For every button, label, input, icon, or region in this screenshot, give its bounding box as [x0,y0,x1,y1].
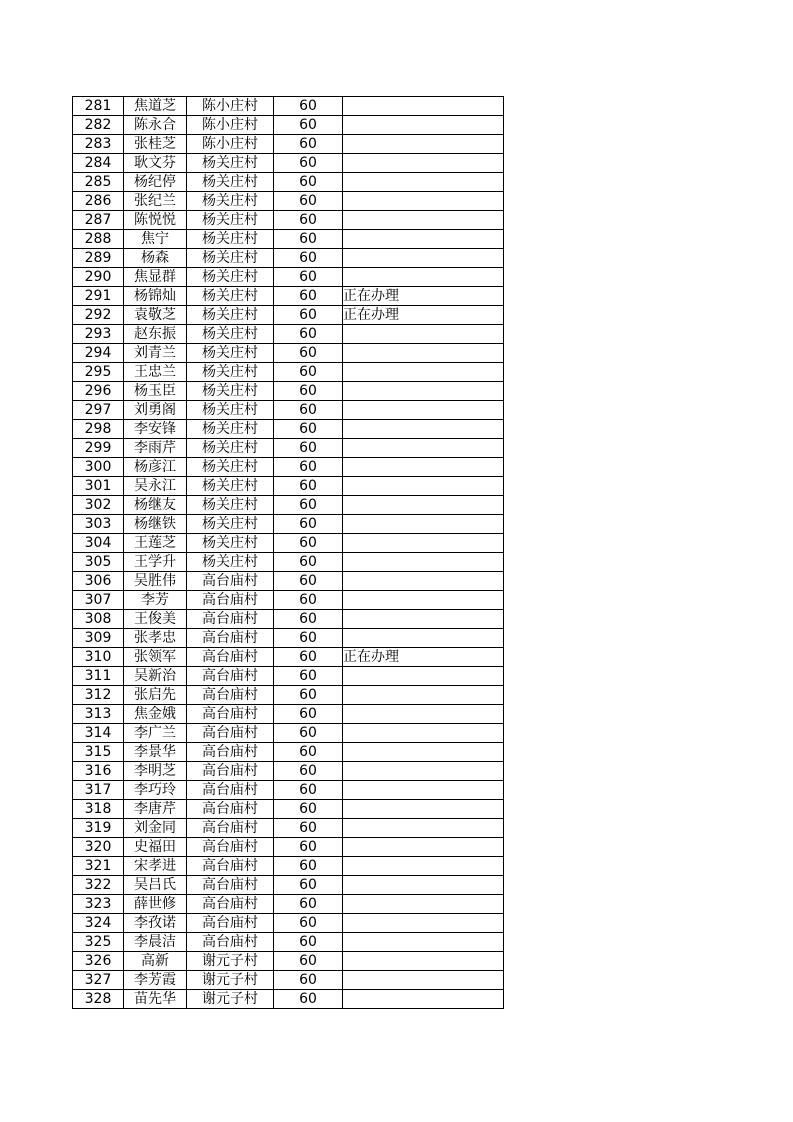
amount-cell: 60 [274,439,343,458]
row-number-cell: 307 [73,591,124,610]
table-row [73,534,504,553]
table-row [73,914,504,933]
amount-cell: 60 [274,154,343,173]
table-row [73,116,504,135]
row-number-cell: 312 [73,686,124,705]
amount-cell: 60 [274,382,343,401]
table-row [73,173,504,192]
person-name-cell: 宋孝进 [124,857,187,876]
amount-cell: 60 [274,268,343,287]
table-row [73,781,504,800]
person-name-cell: 李安锋 [124,420,187,439]
village-cell: 高台庙村 [187,572,274,591]
person-name-cell: 薛世修 [124,895,187,914]
table-row [73,477,504,496]
note-cell [343,116,504,135]
village-cell: 高台庙村 [187,933,274,952]
person-name-cell: 苗先华 [124,990,187,1009]
row-number-cell: 285 [73,173,124,192]
person-name-cell: 刘青兰 [124,344,187,363]
note-cell [343,249,504,268]
amount-cell: 60 [274,135,343,154]
note-cell [343,211,504,230]
person-name-cell: 杨玉臣 [124,382,187,401]
table-row [73,496,504,515]
row-number-cell: 299 [73,439,124,458]
table-row [73,439,504,458]
village-cell: 高台庙村 [187,876,274,895]
row-number-cell: 294 [73,344,124,363]
amount-cell: 60 [274,211,343,230]
village-cell: 杨关庄村 [187,211,274,230]
village-cell: 杨关庄村 [187,401,274,420]
note-cell [343,629,504,648]
person-name-cell: 杨纪停 [124,173,187,192]
person-name-cell: 李雨芹 [124,439,187,458]
row-number-cell: 327 [73,971,124,990]
village-cell: 高台庙村 [187,838,274,857]
amount-cell: 60 [274,458,343,477]
row-number-cell: 301 [73,477,124,496]
village-cell: 杨关庄村 [187,420,274,439]
note-cell [343,268,504,287]
village-cell: 高台庙村 [187,705,274,724]
note-cell [343,192,504,211]
row-number-cell: 315 [73,743,124,762]
village-cell: 谢元子村 [187,952,274,971]
table-row [73,553,504,572]
note-cell [343,534,504,553]
row-number-cell: 293 [73,325,124,344]
table-row [73,610,504,629]
village-cell: 杨关庄村 [187,344,274,363]
note-cell [343,952,504,971]
person-name-cell: 刘勇阁 [124,401,187,420]
note-cell [343,876,504,895]
row-number-cell: 319 [73,819,124,838]
village-cell: 高台庙村 [187,743,274,762]
village-cell: 谢元子村 [187,990,274,1009]
row-number-cell: 286 [73,192,124,211]
table-row [73,876,504,895]
table-row [73,420,504,439]
amount-cell: 60 [274,952,343,971]
table-row [73,135,504,154]
note-cell [343,857,504,876]
amount-cell: 60 [274,287,343,306]
table-row [73,363,504,382]
village-cell: 陈小庄村 [187,116,274,135]
note-cell [343,439,504,458]
amount-cell: 60 [274,762,343,781]
amount-cell: 60 [274,857,343,876]
note-cell: 正在办理 [343,287,504,306]
table-row [73,306,504,325]
note-cell [343,553,504,572]
village-cell: 陈小庄村 [187,97,274,116]
row-number-cell: 295 [73,363,124,382]
person-name-cell: 刘金同 [124,819,187,838]
note-cell [343,914,504,933]
village-cell: 杨关庄村 [187,496,274,515]
note-cell [343,800,504,819]
amount-cell: 60 [274,800,343,819]
village-cell: 杨关庄村 [187,439,274,458]
table-row [73,952,504,971]
table-row [73,819,504,838]
person-name-cell: 焦道芝 [124,97,187,116]
person-name-cell: 张启先 [124,686,187,705]
row-number-cell: 282 [73,116,124,135]
table-row [73,857,504,876]
person-name-cell: 陈永合 [124,116,187,135]
note-cell [343,135,504,154]
person-name-cell: 杨锦灿 [124,287,187,306]
amount-cell: 60 [274,477,343,496]
note-cell [343,971,504,990]
person-name-cell: 张孝忠 [124,629,187,648]
table-row [73,572,504,591]
person-name-cell: 吴胜伟 [124,572,187,591]
village-cell: 杨关庄村 [187,173,274,192]
row-number-cell: 291 [73,287,124,306]
note-cell [343,401,504,420]
table-row [73,971,504,990]
note-cell [343,363,504,382]
person-name-cell: 焦金娥 [124,705,187,724]
note-cell: 正在办理 [343,306,504,325]
row-number-cell: 308 [73,610,124,629]
amount-cell: 60 [274,724,343,743]
village-cell: 杨关庄村 [187,553,274,572]
person-name-cell: 吴新治 [124,667,187,686]
table-row [73,458,504,477]
amount-cell: 60 [274,838,343,857]
person-name-cell: 李明芝 [124,762,187,781]
table-row [73,838,504,857]
row-number-cell: 309 [73,629,124,648]
amount-cell: 60 [274,363,343,382]
amount-cell: 60 [274,515,343,534]
village-cell: 杨关庄村 [187,306,274,325]
row-number-cell: 283 [73,135,124,154]
note-cell [343,781,504,800]
village-cell: 高台庙村 [187,610,274,629]
table-row [73,686,504,705]
village-cell: 高台庙村 [187,819,274,838]
row-number-cell: 298 [73,420,124,439]
note-cell [343,705,504,724]
table-row [73,287,504,306]
note-cell [343,591,504,610]
person-name-cell: 耿文芬 [124,154,187,173]
row-number-cell: 326 [73,952,124,971]
table-row [73,629,504,648]
note-cell [343,933,504,952]
roster-table-body [73,97,504,1009]
row-number-cell: 322 [73,876,124,895]
village-cell: 杨关庄村 [187,192,274,211]
village-cell: 杨关庄村 [187,515,274,534]
amount-cell: 60 [274,648,343,667]
row-number-cell: 297 [73,401,124,420]
amount-cell: 60 [274,781,343,800]
person-name-cell: 李唐芹 [124,800,187,819]
row-number-cell: 314 [73,724,124,743]
note-cell [343,477,504,496]
note-cell [343,496,504,515]
person-name-cell: 李景华 [124,743,187,762]
table-row [73,667,504,686]
amount-cell: 60 [274,819,343,838]
person-name-cell: 史福田 [124,838,187,857]
village-cell: 高台庙村 [187,648,274,667]
note-cell [343,515,504,534]
note-cell: 正在办理 [343,648,504,667]
roster-table [72,96,504,1009]
village-cell: 杨关庄村 [187,458,274,477]
table-row [73,705,504,724]
village-cell: 杨关庄村 [187,363,274,382]
table-row [73,648,504,667]
amount-cell: 60 [274,667,343,686]
amount-cell: 60 [274,591,343,610]
row-number-cell: 317 [73,781,124,800]
amount-cell: 60 [274,990,343,1009]
row-number-cell: 306 [73,572,124,591]
table-row [73,154,504,173]
village-cell: 杨关庄村 [187,382,274,401]
amount-cell: 60 [274,572,343,591]
table-row [73,933,504,952]
village-cell: 杨关庄村 [187,325,274,344]
village-cell: 高台庙村 [187,591,274,610]
village-cell: 高台庙村 [187,686,274,705]
amount-cell: 60 [274,553,343,572]
row-number-cell: 318 [73,800,124,819]
note-cell [343,819,504,838]
table-row [73,743,504,762]
note-cell [343,724,504,743]
village-cell: 陈小庄村 [187,135,274,154]
amount-cell: 60 [274,306,343,325]
person-name-cell: 袁敬芝 [124,306,187,325]
note-cell [343,838,504,857]
village-cell: 高台庙村 [187,762,274,781]
amount-cell: 60 [274,173,343,192]
village-cell: 杨关庄村 [187,268,274,287]
row-number-cell: 325 [73,933,124,952]
note-cell [343,420,504,439]
person-name-cell: 李孜诺 [124,914,187,933]
person-name-cell: 李晨洁 [124,933,187,952]
village-cell: 杨关庄村 [187,230,274,249]
person-name-cell: 李巧玲 [124,781,187,800]
village-cell: 杨关庄村 [187,249,274,268]
amount-cell: 60 [274,895,343,914]
note-cell [343,990,504,1009]
table-row [73,401,504,420]
amount-cell: 60 [274,686,343,705]
table-row [73,211,504,230]
village-cell: 杨关庄村 [187,477,274,496]
note-cell [343,743,504,762]
person-name-cell: 赵东振 [124,325,187,344]
note-cell [343,762,504,781]
row-number-cell: 321 [73,857,124,876]
table-row [73,325,504,344]
row-number-cell: 300 [73,458,124,477]
village-cell: 谢元子村 [187,971,274,990]
table-row [73,344,504,363]
table-row [73,800,504,819]
table-row [73,724,504,743]
row-number-cell: 296 [73,382,124,401]
table-row [73,230,504,249]
row-number-cell: 287 [73,211,124,230]
row-number-cell: 288 [73,230,124,249]
amount-cell: 60 [274,401,343,420]
row-number-cell: 290 [73,268,124,287]
person-name-cell: 杨继友 [124,496,187,515]
amount-cell: 60 [274,705,343,724]
amount-cell: 60 [274,743,343,762]
village-cell: 杨关庄村 [187,287,274,306]
person-name-cell: 高新 [124,952,187,971]
row-number-cell: 324 [73,914,124,933]
amount-cell: 60 [274,249,343,268]
note-cell [343,458,504,477]
amount-cell: 60 [274,230,343,249]
table-row [73,990,504,1009]
person-name-cell: 吴吕氏 [124,876,187,895]
village-cell: 高台庙村 [187,895,274,914]
village-cell: 杨关庄村 [187,534,274,553]
note-cell [343,667,504,686]
amount-cell: 60 [274,420,343,439]
village-cell: 高台庙村 [187,914,274,933]
note-cell [343,572,504,591]
table-row [73,249,504,268]
amount-cell: 60 [274,344,343,363]
row-number-cell: 305 [73,553,124,572]
note-cell [343,686,504,705]
row-number-cell: 313 [73,705,124,724]
person-name-cell: 焦宁 [124,230,187,249]
amount-cell: 60 [274,629,343,648]
amount-cell: 60 [274,971,343,990]
amount-cell: 60 [274,610,343,629]
row-number-cell: 310 [73,648,124,667]
person-name-cell: 杨森 [124,249,187,268]
row-number-cell: 281 [73,97,124,116]
table-row [73,97,504,116]
note-cell [343,895,504,914]
person-name-cell: 王忠兰 [124,363,187,382]
row-number-cell: 292 [73,306,124,325]
person-name-cell: 王学升 [124,553,187,572]
person-name-cell: 杨继铁 [124,515,187,534]
note-cell [343,382,504,401]
note-cell [343,230,504,249]
note-cell [343,610,504,629]
note-cell [343,344,504,363]
table-row [73,268,504,287]
person-name-cell: 张领军 [124,648,187,667]
amount-cell: 60 [274,192,343,211]
person-name-cell: 张纪兰 [124,192,187,211]
row-number-cell: 320 [73,838,124,857]
table-row [73,895,504,914]
person-name-cell: 陈悦悦 [124,211,187,230]
village-cell: 高台庙村 [187,800,274,819]
village-cell: 高台庙村 [187,724,274,743]
row-number-cell: 323 [73,895,124,914]
person-name-cell: 吴永江 [124,477,187,496]
person-name-cell: 张桂芝 [124,135,187,154]
row-number-cell: 304 [73,534,124,553]
person-name-cell: 王莲芝 [124,534,187,553]
person-name-cell: 焦显群 [124,268,187,287]
amount-cell: 60 [274,876,343,895]
person-name-cell: 李芳 [124,591,187,610]
table-row [73,762,504,781]
table-row [73,591,504,610]
amount-cell: 60 [274,97,343,116]
row-number-cell: 311 [73,667,124,686]
note-cell [343,325,504,344]
village-cell: 杨关庄村 [187,154,274,173]
note-cell [343,154,504,173]
amount-cell: 60 [274,914,343,933]
person-name-cell: 李广兰 [124,724,187,743]
amount-cell: 60 [274,325,343,344]
person-name-cell: 杨彦江 [124,458,187,477]
table-row [73,382,504,401]
note-cell [343,173,504,192]
village-cell: 高台庙村 [187,781,274,800]
note-cell [343,97,504,116]
person-name-cell: 李芳霞 [124,971,187,990]
village-cell: 高台庙村 [187,667,274,686]
table-row [73,192,504,211]
row-number-cell: 284 [73,154,124,173]
row-number-cell: 289 [73,249,124,268]
amount-cell: 60 [274,534,343,553]
amount-cell: 60 [274,116,343,135]
row-number-cell: 303 [73,515,124,534]
person-name-cell: 王俊美 [124,610,187,629]
amount-cell: 60 [274,496,343,515]
village-cell: 高台庙村 [187,857,274,876]
amount-cell: 60 [274,933,343,952]
table-row [73,515,504,534]
village-cell: 高台庙村 [187,629,274,648]
row-number-cell: 316 [73,762,124,781]
row-number-cell: 302 [73,496,124,515]
row-number-cell: 328 [73,990,124,1009]
